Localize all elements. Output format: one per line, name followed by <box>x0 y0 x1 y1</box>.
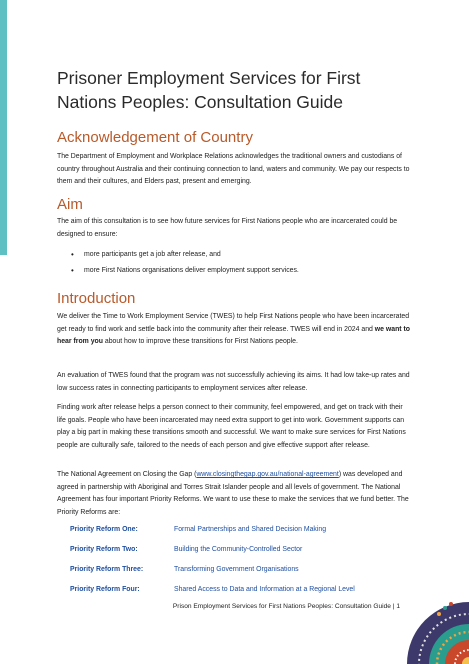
introduction-paragraph-3: Finding work after release helps a person connect to their community, feel empowered, and get on track with their life goals. People who have been incarcerated may need extra support to get into work. Government supports can play a big part in making these transitions smooth and successful. We want to make sure services for First Nations people are culturally safe, tailored to the needs of each person and give effective support after release. <box>57 404 406 449</box>
closing-the-gap-link[interactable]: www.closingthegap.gov.au/national-agreement <box>196 471 339 478</box>
reform-text: Transforming Government Organisations <box>174 566 299 573</box>
reform-label: Priority Reform Four: <box>70 586 140 593</box>
reform-label: Priority Reform Two: <box>70 546 138 553</box>
introduction-paragraph-2: An evaluation of TWES found that the program was not successfully achieving its aims. It had low take-up rates and low success rates in connecting participants to employment services after release. <box>57 372 410 392</box>
reform-label: Priority Reform Three: <box>70 566 144 573</box>
priority-reforms-list <box>70 524 410 604</box>
reform-text: Formal Partnerships and Shared Decision Making <box>174 526 327 533</box>
list-item <box>70 544 410 564</box>
heading-acknowledgement: Acknowledgement of Country <box>57 129 253 146</box>
list-item <box>70 524 410 544</box>
dot-painting-artwork-icon <box>399 564 469 664</box>
list-item <box>70 584 410 604</box>
page-footer: Prison Employment Services for First Nations Peoples: Consultation Guide | 1 <box>172 603 400 610</box>
accent-side-bar <box>0 0 7 255</box>
page-title: Prisoner Employment Services for First Nations Peoples: Consultation Guide <box>57 68 361 112</box>
reform-text: Shared Access to Data and Information at a Regional Level <box>174 586 355 593</box>
acknowledgement-text: The Department of Employment and Workplace Relations acknowledges the traditional owners and custodians of country throughout Australia and their continuing connection to land, waters and community. We pay our respects to them and their cultures, and Elders past, present and emerging. <box>57 153 410 185</box>
heading-aim: Aim <box>57 196 83 213</box>
aim-text: The aim of this consultation is to see how future services for First Nations people who are incarcerated could be designed to ensure: <box>57 218 398 238</box>
introduction-paragraph-4: The National Agreement on Closing the Gap (www.closingthegap.gov.au/national-agreement) was developed and agreed in partnership with Aboriginal and Torres Strait Islander people and all levels of government. The National Agreement has four important Priority Reforms. We want to use these to make the services that we fund better. The Priority Reforms are: <box>57 471 409 516</box>
reform-label: Priority Reform One: <box>70 526 138 533</box>
bullet-icon: • <box>71 250 74 259</box>
list-item <box>70 564 410 584</box>
list-item: • more participants get a job after release, and <box>57 249 413 265</box>
bullet-icon: • <box>71 266 74 275</box>
reform-text: Building the Community-Controlled Sector <box>174 546 303 553</box>
list-item: • more First Nations organisations deliver employment support services. <box>57 265 413 281</box>
heading-introduction: Introduction <box>57 290 136 307</box>
introduction-paragraph-1: We deliver the Time to Work Employment Service (TWES) to help First Nations people who have been incarcerated get ready to find work and settle back into the community after their release. TWES will end in 2024 and we want to hear from you about how to improve these transitions for First Nations people. <box>57 313 411 345</box>
aim-bullet-list <box>57 249 413 281</box>
